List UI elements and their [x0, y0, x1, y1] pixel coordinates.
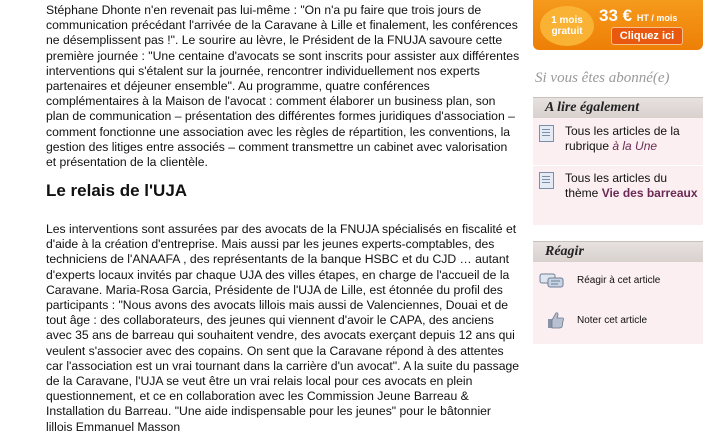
subscription-promo[interactable] — [533, 0, 703, 50]
also-read-box — [533, 97, 703, 225]
theme-link[interactable]: Vie des barreaux — [601, 186, 698, 200]
also-read-item-text[interactable] — [565, 171, 703, 201]
react-box — [533, 241, 703, 344]
article-paragraph: Stéphane Dhonte n'en revenait pas lui-même : "On n'a pu faire que trois jours de communication précédant l'arrivée de la Caravane à Lille et finalement, les conférences ne désemplissent pas !". Le sourire au lèvre, le Président de la FNUJA savoure cette première journée : "Une centaine d'avocats se sont inscrits pour assister aux différentes interventions qui s'étalent sur la journée, rencontrer individuellement nos experts partenaires et déjeuner ensemble". Au programme, quatre conférences complémentaires à la Maison de l'avocat : comment élaborer un business plan, son plan de communication – présentation des différentes formes juridiques d'association – comment fonctionne une association avec les règles de répartition, les conventions, la gestion des litiges entre associés – comment transmettre un cabinet avec valorisation et présentation de la clientèle. — [46, 3, 520, 170]
rate-article-link[interactable]: Noter cet article — [577, 315, 648, 326]
subscriber-link[interactable]: Si vous êtes abonné(e) — [535, 70, 670, 86]
divider — [533, 165, 703, 166]
comment-article-link[interactable]: Réagir à cet article — [577, 275, 661, 286]
click-here-button[interactable]: Cliquez ici — [611, 27, 683, 45]
rate-article-action[interactable] — [539, 311, 701, 333]
react-title: Réagir — [533, 241, 703, 262]
also-read-item-text[interactable] — [565, 124, 703, 154]
free-month-badge: 1 mois gratuit — [540, 6, 594, 46]
article-paragraph: Les interventions sont assurées par des avocats de la FNUJA spécialisés en fiscalité et d'aide à la création d'entreprise. Mais aussi par les jeunes experts-comptables, des techniciens de l'ANAAFA , des représentants de la banque HSBC et du CJD … autant d'experts locaux invités par chaque UJA des villes étapes, en charge de l'accueil de la Caravane. Maria-Rosa Garcia, Présidente de l'UJA de Lille, est étonnée du profil des participants : "Nous avons des avocats lillois mais aussi de Valenciennes, Douai et de tout âge : des collaborateurs, des jeunes qui viennent d'avoir le CAPA, des anciens avec 35 ans de barreau qui souhaitent vendre, des avocats exerçant depuis 12 ans qui veulent s'associer avec des copains. On sent que la Caravane répond à des attentes car l'association est un vrai tournant dans la carrière d'un avocat". A la suite du passage de la Caravane, l'UJA se veut être un vrai relais local pour ces avocats en plein questionnement, et ce en collaboration avec les Commission Jeune Barreau & Installation du Barreau. "Une aide indispensable pour les jeunes" pour le bâtonnier lillois Emmanuel Masson — [46, 222, 520, 434]
thumbs-up-icon — [547, 311, 565, 329]
document-icon — [539, 172, 554, 189]
rubrique-link[interactable]: à la Une — [612, 139, 658, 153]
speech-bubbles-icon — [539, 273, 565, 289]
item-prefix: Tous les articles de la rubrique — [565, 124, 680, 153]
price-label — [599, 6, 677, 26]
item-prefix: Tous les articles du thème — [565, 171, 668, 200]
price-unit: HT / mois — [636, 13, 678, 23]
document-icon — [539, 125, 554, 142]
also-read-title: A lire également — [533, 97, 703, 118]
price-value: 33 € — [599, 6, 633, 25]
section-heading: Le relais de l'UJA — [46, 181, 188, 200]
comment-article-action[interactable] — [539, 271, 701, 293]
